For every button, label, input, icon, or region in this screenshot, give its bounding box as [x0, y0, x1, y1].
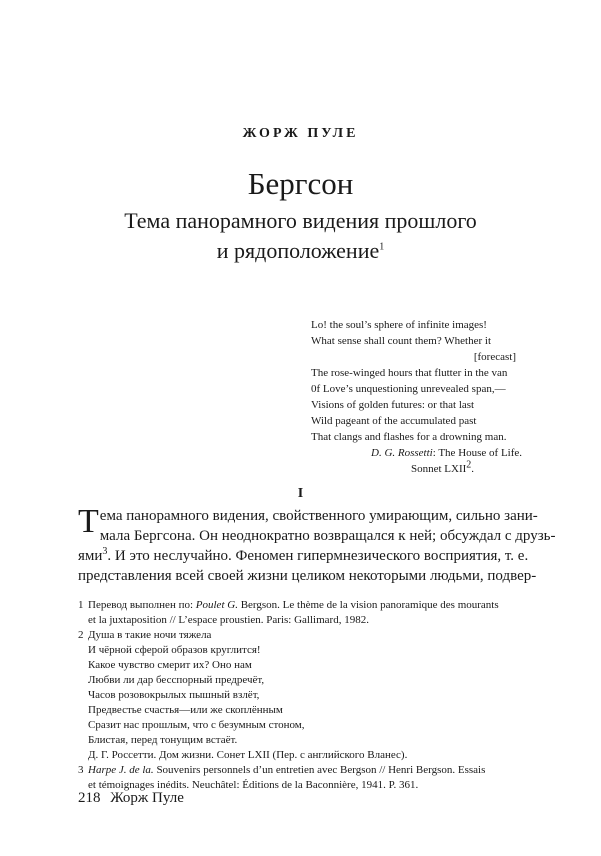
- footnote-1-cont: et la juxtaposition // L’espace proustien. Paris: Gallimard, 1982.: [88, 614, 369, 626]
- body-line-3: [78, 546, 529, 566]
- body-line-3-start: ями: [78, 548, 103, 564]
- epigraph-line: 0f Love’s unquestioning unrevealed span,—: [311, 383, 506, 395]
- footnote-2-line: Предвестье счастья—или же скоплённым: [88, 704, 283, 716]
- body-line-3-end: . И это неслучайно. Феномен гипермнезического восприятия, т. е.: [107, 548, 529, 564]
- footnote-ref-3: 3: [102, 546, 108, 557]
- epigraph-line: [forecast]: [473, 351, 516, 363]
- subtitle-line-2: [0, 236, 601, 266]
- footnote-ref-2: 2: [466, 459, 472, 471]
- body-line: мала Бергсона. Он неоднократно возвращался к ней; обсуждал с друзь-: [99, 528, 556, 544]
- footnote-3: [78, 763, 528, 778]
- epigraph-attribution-author: D. G. Rossetti: [371, 447, 433, 459]
- section-numeral: I: [297, 486, 304, 501]
- epigraph-line: What sense shall count them? Whether it: [311, 335, 492, 347]
- chapter-title: Бергсон: [247, 166, 354, 201]
- footnote-2-line: И чёрной сферой образов круглится!: [88, 644, 261, 656]
- body-line: представления всей своей жизни целиком некоторыми людьми, подвер-: [78, 568, 537, 584]
- footnote-1-number: 1: [78, 599, 84, 611]
- footnotes: [78, 598, 528, 793]
- footnote-1-author: Poulet G.: [195, 599, 238, 611]
- page-footer: [78, 790, 184, 807]
- chapter-subtitle: [0, 206, 601, 266]
- epigraph-line: Wild pageant of the accumulated past: [311, 415, 477, 427]
- epigraph-line: Lo! the soul’s sphere of infinite images!: [311, 319, 487, 331]
- epigraph-line: Visions of golden futures: or that last: [311, 399, 475, 411]
- footnote-2: [78, 628, 528, 643]
- epigraph-line: That clangs and flashes for a drowning man.: [311, 431, 507, 443]
- epigraph-attribution: [311, 445, 523, 461]
- footnote-2-line: Какое чувство смерит их? Оно нам: [88, 659, 252, 671]
- footnote-2-line: Сразит нас прошлым, что с безумным стоном,: [88, 719, 305, 731]
- epigraph-attribution-line2: Sonnet LXII$^2$.: [411, 459, 475, 475]
- footnote-2-source: Д. Г. Россетти. Дом жизни. Сонет LXII (Пер. с английского Вланес).: [88, 749, 408, 761]
- drop-cap: Т: [78, 503, 99, 540]
- footnote-3-number: 3: [78, 764, 84, 776]
- footnote-2-number: 2: [78, 629, 84, 641]
- footnote-2-line: Душа в такие ночи тяжела: [88, 629, 212, 641]
- footnote-ref-1: 1: [379, 241, 385, 253]
- running-head: Жорж Пуле: [110, 790, 184, 806]
- chapter-author: ЖОРЖ ПУЛЕ: [242, 126, 359, 141]
- epigraph-line: The rose-winged hours that flutter in the van: [311, 367, 508, 379]
- footnote-1-text-b: Bergson. Le thème de la vision panoramique des mourants: [237, 599, 499, 611]
- subtitle-line-2-text: и рядоположение: [216, 238, 380, 263]
- footnote-2-line: Любви ли дар бесспорный предречёт,: [88, 674, 265, 686]
- footnote-3-text-a: Souvenirs personnels d’un entretien avec Bergson // Henri Bergson. Essais: [153, 764, 486, 776]
- footnote-2-line: Часов розовокрылых пышный взлёт,: [88, 689, 260, 701]
- epigraph-sonnet: Sonnet LXII: [411, 463, 467, 475]
- footnote-2-line: Блистая, перед тонущим встаёт.: [88, 734, 238, 746]
- subtitle-line-1: Тема панорамного видения прошлого: [124, 208, 477, 233]
- epigraph-attribution-work: : The House of Life.: [432, 447, 523, 459]
- body-paragraph: [78, 503, 556, 586]
- footnote-3-cont: et témoignages inédits. Neuchâtel: Éditions de la Baconnière, 1941. P. 361.: [88, 779, 419, 791]
- footnote-1: [78, 598, 528, 613]
- footnote-3-author: Harpe J. de la.: [88, 764, 154, 776]
- epigraph: [311, 317, 523, 477]
- page-number: 218: [78, 790, 101, 806]
- footnote-1-text-a: Перевод выполнен по:: [88, 599, 196, 611]
- body-line: ема панорамного видения, свойственного умирающим, сильно зани-: [99, 508, 538, 524]
